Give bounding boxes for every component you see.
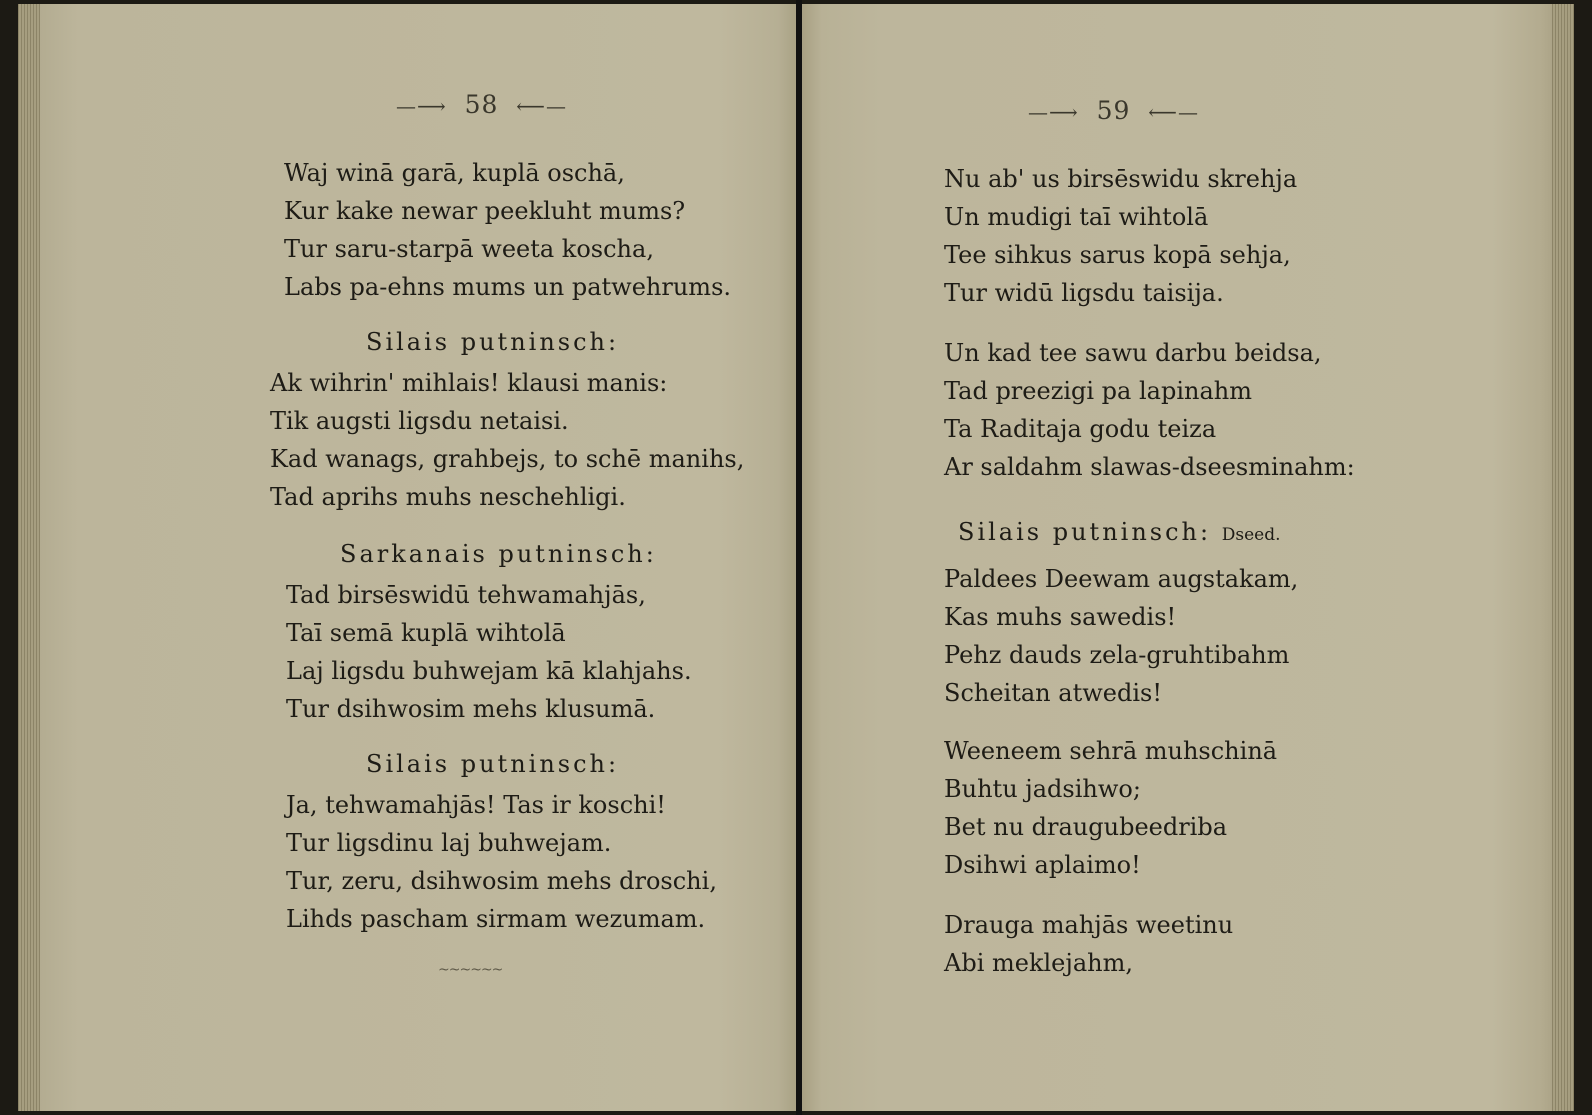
verse-line: Drauga mahjās weetinu (944, 911, 1234, 939)
verse-line: Ar saldahm slawas-dseesminahm: (944, 453, 1355, 481)
verse-line: Labs pa-ehns mums un patwehrums. (284, 273, 732, 301)
stanza-5 (944, 906, 1233, 982)
page-number-value: 59 (1096, 96, 1131, 125)
page-edge (18, 4, 40, 1111)
page-edge (1552, 4, 1574, 1111)
verse-line: Ta Raditaja godu teiza (944, 415, 1217, 443)
verse-line: Abi meklejahm, (944, 949, 1133, 977)
stanza-3 (944, 560, 1298, 712)
verse-line: Ja, tehwamahjās! Tas ir koschi! (286, 791, 666, 819)
verse-line: Tad preezigi pa lapinahm (944, 377, 1252, 405)
stage-direction: Dseed. (1221, 525, 1281, 545)
verse-line: Kas muhs sawedis! (944, 603, 1177, 631)
verse-line: Paldees Deewam augstakam, (944, 565, 1299, 593)
right-page (802, 4, 1574, 1111)
verse-line: Bet nu draugubeedriba (944, 813, 1228, 841)
left-page (18, 4, 796, 1111)
verse-line: Tur, zeru, dsihwosim mehs droschi, (286, 867, 717, 895)
stanza-3 (286, 576, 692, 728)
verse-line: Tik augsti ligsdu netaisi. (270, 407, 569, 435)
verse-line: Un kad tee sawu darbu beidsa, (944, 339, 1322, 367)
verse-line: Weeneem sehrā muhschinā (944, 737, 1278, 765)
verse-line: Kur kake newar peekluht mums? (284, 197, 686, 225)
ornament-divider: ~~~~~~ (438, 962, 503, 978)
verse-line: Tur widū ligsdu taisija. (944, 279, 1224, 307)
page-number: —⟶ 59 ⟵— (1028, 96, 1199, 125)
verse-line: Tee sihkus sarus kopā sehja, (944, 241, 1291, 269)
stanza-1 (944, 160, 1297, 312)
verse-line: Tad birsēswidū tehwamahjās, (286, 581, 646, 609)
stanza-4 (286, 786, 717, 938)
verse-line: Tur ligsdinu laj buhwejam. (286, 829, 612, 857)
stanza-1 (284, 154, 731, 306)
stanza-2 (270, 364, 744, 516)
verse-line: Tad aprihs muhs neschehligi. (270, 483, 626, 511)
stanza-4 (944, 732, 1277, 884)
verse-line: Tur saru-starpā weeta koscha, (284, 235, 654, 263)
verse-line: Nu ab' us birsēswidu skrehja (944, 165, 1298, 193)
page-number-value: 58 (464, 90, 499, 119)
verse-line: Lihds pascham sirmam wezumam. (286, 905, 706, 933)
speaker-heading: Silais putninsch: Dseed. (958, 518, 1281, 546)
verse-line: Un mudigi taī wihtolā (944, 203, 1209, 231)
stanza-2 (944, 334, 1355, 486)
verse-line: Buhtu jadsihwo; (944, 775, 1141, 803)
verse-line: Tur dsihwosim mehs klusumā. (286, 695, 656, 723)
verse-line: Dsihwi aplaimo! (944, 851, 1141, 879)
verse-line: Laj ligsdu buhwejam kā klahjahs. (286, 657, 692, 685)
verse-line: Taī semā kuplā wihtolā (286, 619, 566, 647)
verse-line: Waj winā garā, kuplā oschā, (284, 159, 625, 187)
speaker-heading: Silais putninsch: (366, 328, 620, 356)
verse-line: Scheitan atwedis! (944, 679, 1162, 707)
page-number: —⟶ 58 ⟵— (396, 90, 567, 119)
speaker-heading: Silais putninsch: (366, 750, 620, 778)
speaker-heading: Sarkanais putninsch: (340, 540, 657, 568)
verse-line: Ak wihrin' mihlais! klausi manis: (270, 369, 668, 397)
verse-line: Pehz dauds zela-gruhtibahm (944, 641, 1290, 669)
verse-line: Kad wanags, grahbejs, to schē manihs, (270, 445, 745, 473)
